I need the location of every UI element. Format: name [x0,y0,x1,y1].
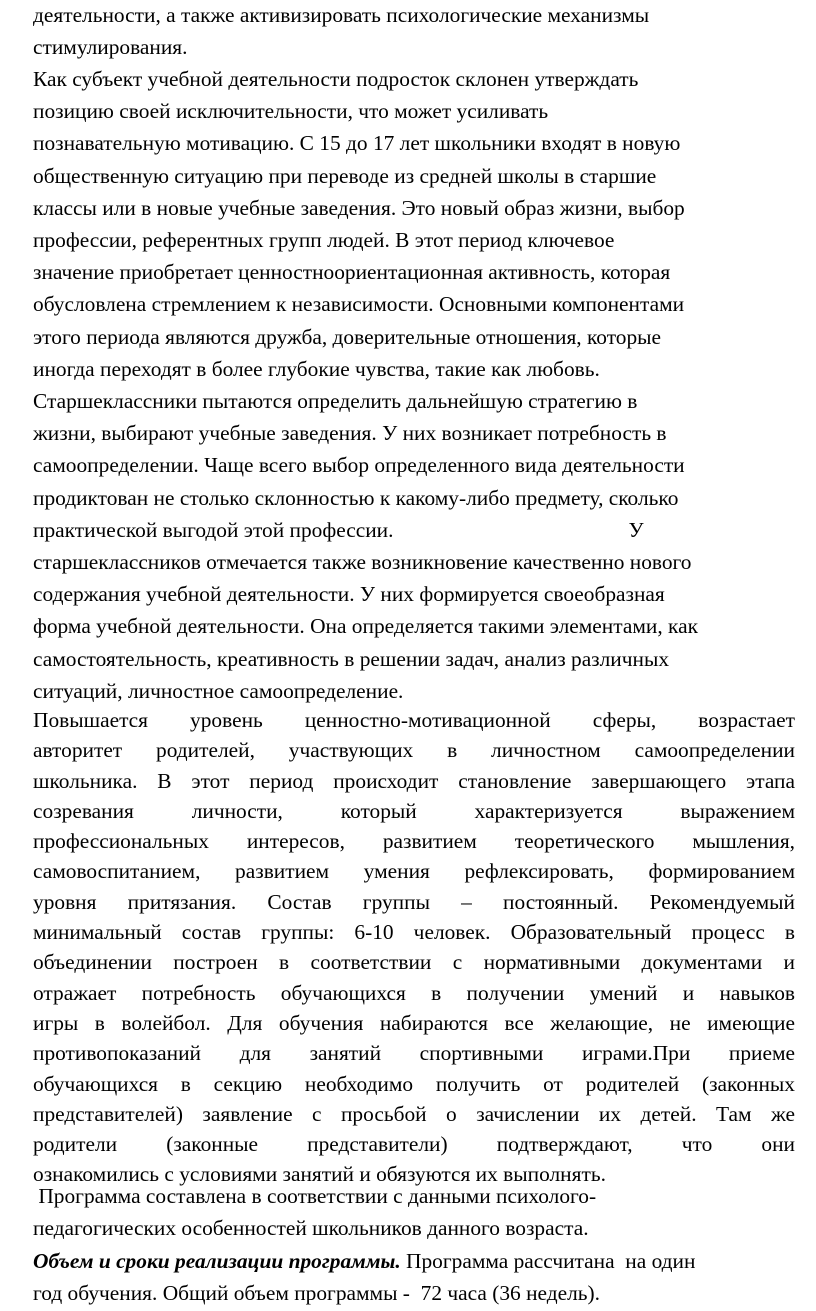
text-line [33,514,795,546]
text-line: Старшеклассники пытаются определить дальнейшую стратегию в [33,389,638,413]
text-line: игры в волейбол. Для обучения набираются все желающие, не имеющие [33,1010,795,1035]
text-line: классы или в новые учебные заведения. Это новый образ жизни, выбор [33,195,685,220]
text-line: минимальный состав группы: 6-10 человек. Образовательный процесс в [33,920,795,945]
paragraph-6 [33,1245,795,1309]
text-line: общественную ситуацию при переводе из средней школы в старшие [33,163,657,188]
text-line: год обучения. Общий объем программы - 72 часа (36 недель). [33,1281,601,1306]
paragraph-4 [33,705,795,1190]
text-line: педагогических особенностей школьников данного возраста. [33,1216,589,1241]
text-line: профессии, референтных групп людей. В этот период ключевое [33,228,615,253]
text-line: форма учебной деятельности. Она определяется такими элементами, как [33,614,698,639]
text-line-start: практической выгодой этой профессии. [33,517,394,542]
text-line: объединении построен в соответствии с нормативными документами и [33,950,795,975]
text-line: уровня притязания. Состав группы – постоянный. Рекомендуемый [33,889,795,914]
text-line: противопоказаний для занятий спортивными играми.При приеме [33,1041,795,1066]
text-line: иногда переходят в более глубокие чувства, такие как любовь. [33,356,600,381]
text-line: обучающихся в секцию необходимо получить от родителей (законных [33,1071,795,1096]
text-line: стимулирования. [33,35,188,60]
paragraph-5 [33,1180,795,1244]
text-line: отражает потребность обучающихся в получении умений и навыков [33,980,795,1005]
text-line: значение приобретает ценностноориентационная активность, которая [33,260,671,285]
paragraph-3 [33,385,795,707]
text-line: деятельности, а также активизировать психологические механизмы [33,3,650,27]
text-line: самовоспитанием, развитием умения рефлексировать, формированием [33,859,795,884]
paragraph-1 [33,0,795,63]
text-line-end: У [628,517,644,542]
text-line: жизни, выбирают учебные заведения. У них возникает потребность в [33,421,667,446]
text-line: школьника. В этот период происходит становление завершающего этапа [33,768,795,793]
text-line: созревания личности, который характеризуется выражением [33,798,795,823]
text-line: ситуаций, личностное самоопределение. [33,678,404,703]
text-line: Программа составлена в соответствии с данными психолого- [33,1184,597,1208]
text-line: Как субъект учебной деятельности подросток склонен утверждать [33,67,639,91]
text-line: обусловлена стремлением к независимости. Основными компонентами [33,292,685,317]
text-line: старшеклассников отмечается также возникновение качественно нового [33,550,692,575]
text-line: самоопределении. Чаще всего выбор определенного вида деятельности [33,453,685,478]
text-line: познавательную мотивацию. С 15 до 17 лет школьники входят в новую [33,131,681,156]
text-line: содержания учебной деятельности. У них формируется своеобразная [33,582,665,607]
text-line: ознакомились с условиями занятий и обязуются их выполнять. [33,1162,606,1187]
text-line: этого периода являются дружба, доверительные отношения, которые [33,324,662,349]
text-line: авторитет родителей, участвующих в личностном самоопределении [33,738,795,763]
section-heading: Объем и сроки реализации программы. [33,1249,401,1273]
text-line: самостоятельность, креативность в решении задач, анализ различных [33,646,670,671]
text-line [33,1245,795,1277]
text-line: профессиональных интересов, развитием теоретического мышления, [33,829,795,854]
text-line: позицию своей исключительности, что может усиливать [33,99,549,124]
paragraph-2 [33,63,795,385]
text-line: Повышается уровень ценностно-мотивационной сферы, возрастает [33,708,795,732]
text-line: родители (законные представители) подтверждают, что они [33,1132,795,1157]
text-line: продиктован не столько склонностью к какому-либо предмету, сколько [33,485,679,510]
text-line: представителей) заявление с просьбой о зачислении их детей. Там же [33,1101,795,1126]
text-line-rest: Программа рассчитана на один [400,1249,696,1273]
